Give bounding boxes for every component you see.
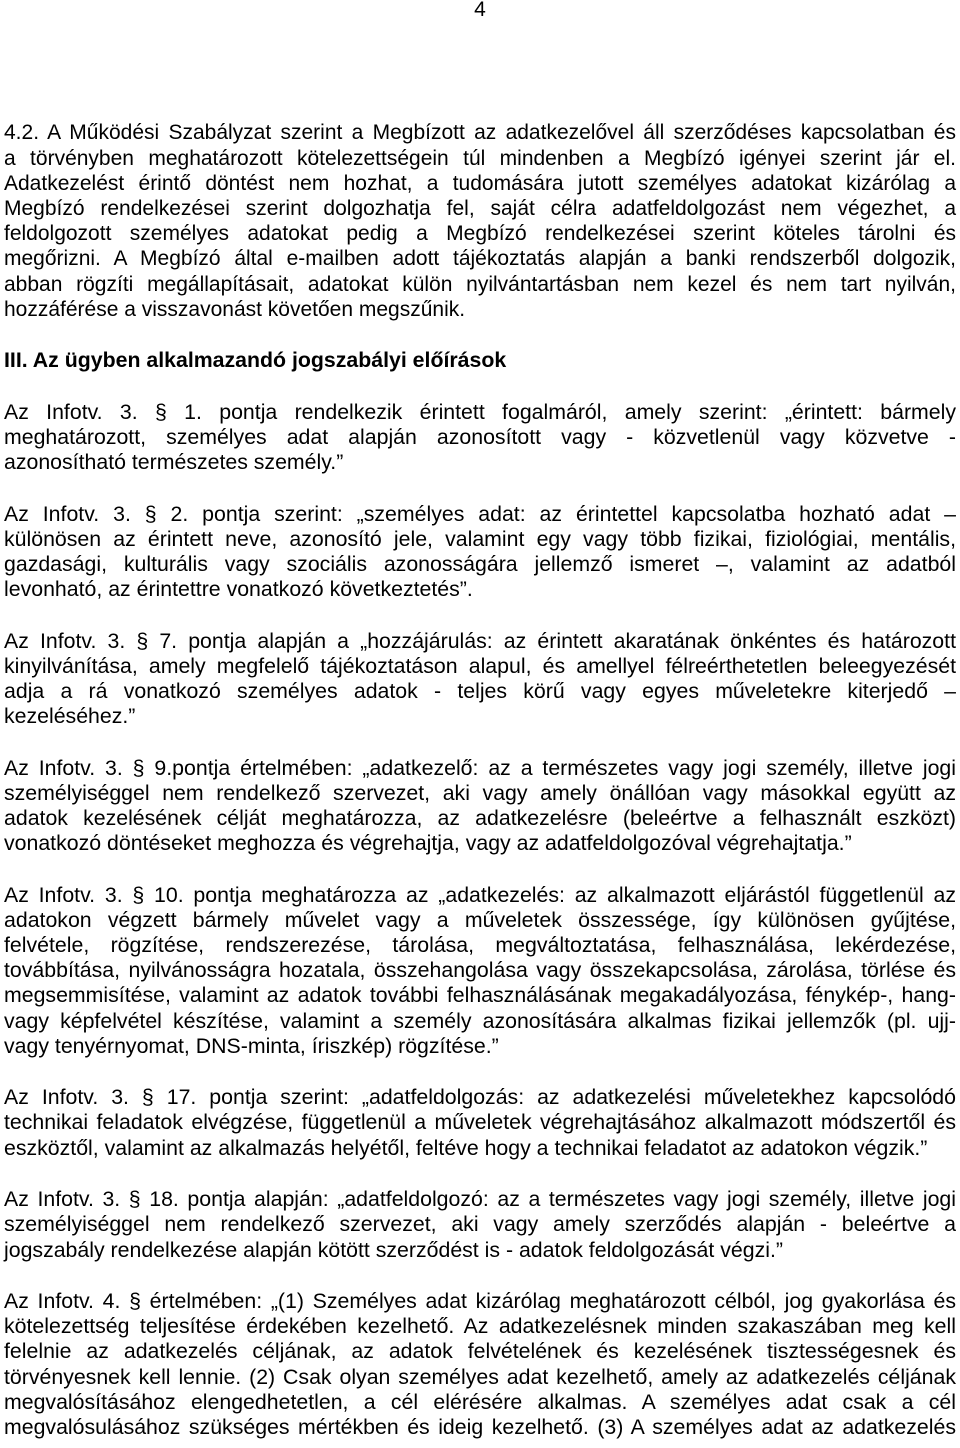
paragraph-line: felelnie az adatkezelés céljának, az adatok felvételének és kezelésének tisztességesnek és xyxy=(4,1339,956,1364)
paragraph-line: Az Infotv. 4. § értelmében: „(1) Személyes adat kizárólag meghatározott célból, jog gyakorlása és xyxy=(4,1289,956,1313)
paragraph-line: technikai feladatok elvégzése, függetlenül a műveletek végrehajtásához alkalmazott módszertől és xyxy=(4,1110,956,1135)
paragraph-line: meghatározott, személyes adat alapján azonosított vagy - közvetlenül vagy közvetve - xyxy=(4,424,956,449)
paragraph-line: kinyilvánítása, amely megfelelő tájékoztatáson alapul, és amellyel félreérthetetlen beleegyezését xyxy=(4,653,956,678)
paragraph-line: törvényesnek kell lennie. (2) Csak olyan személyes adat kezelhető, amely az adatkezelés céljának xyxy=(4,1364,956,1389)
paragraph-line: megvalósulásához szükséges mértékben és ideig kezelhető. (3) A személyes adat az adatkezelés xyxy=(4,1414,956,1439)
paragraph-line: megőrizni. A Megbízó által e-mailben adott tájékoztatás alapján a banki rendszerből dolgozik, xyxy=(4,247,956,271)
paragraph-line: Az Infotv. 3. § 9.pontja értelmében: „adatkezelő: az a természetes vagy jogi személy, illetve jogi xyxy=(4,755,956,780)
section-heading: III. Az ügyben alkalmazandó jogszabályi előírások xyxy=(4,348,507,373)
paragraph-line: Megbízó rendelkezései szerint dolgozhatja fel, saját célra adatfeldolgozást nem végezhet, a xyxy=(4,196,956,220)
page-number: 4 xyxy=(474,0,486,21)
paragraph-line: megvalósításához elengedhetetlen, a cél elérésére alkalmas. A személyes adat csak a cél xyxy=(4,1389,956,1414)
paragraph-line: továbbítása, nyilvánosságra hozatala, összehangolása vagy összekapcsolása, zárolása, törlése és xyxy=(4,958,956,983)
paragraph-line: eszköztől, valamint az alkalmazás helyétől, feltéve hogy a technikai feladatot az adatokon végzik.” xyxy=(4,1135,928,1160)
paragraph-infotv-3-7 xyxy=(4,629,956,730)
paragraph-line: Az Infotv. 3. § 17. pontja szerint: „adatfeldolgozás: az adatkezelési műveletekhez kapcsolódó xyxy=(4,1085,956,1110)
paragraph-infotv-3-10 xyxy=(4,883,956,1059)
paragraph-line: Az Infotv. 3. § 1. pontja rendelkezik érintett fogalmáról, amely szerint: „érintett: bármely xyxy=(4,399,956,424)
paragraph-line: jogszabály rendelkezése alapján kötött szerződést is - adatok feldolgozását végzi.” xyxy=(4,1237,783,1262)
paragraph-line: felvétele, rögzítése, rendszerezése, tárolása, megváltoztatása, felhasználása, lekérdezése, xyxy=(4,933,956,958)
paragraph-line: feldolgozott személyes adatokat pedig a Megbízó rendelkezései szerint köteles tárolni és xyxy=(4,222,956,246)
paragraph-line: a törvényben meghatározott kötelezettségein túl mindenben a Megbízó igényei szerint jár el. xyxy=(4,146,956,170)
paragraph-line: Az Infotv. 3. § 18. pontja alapján: „adatfeldolgozó: az a természetes vagy jogi személy, illetve jogi xyxy=(4,1187,956,1212)
paragraph-line: Adatkezelést érintő döntést nem hozhat, a tudomására jutott személyes adatokat kizárólag a xyxy=(4,171,956,195)
paragraph-line: személyiséggel nem rendelkező szervezet, aki vagy amely önállóan vagy másokkal együtt az xyxy=(4,780,956,805)
document-body xyxy=(4,120,956,1440)
paragraph-line: hozzáférése a visszavonást követően megszűnik. xyxy=(4,297,466,321)
paragraph-line: adatok kezelésének célját meghatározza, az adatkezelésre (beleértve a felhasznált eszközt) xyxy=(4,806,956,830)
paragraph-line: Az Infotv. 3. § 7. pontja alapján a „hozzájárulás: az érintett akaratának önkéntes és határozott xyxy=(4,628,956,653)
paragraph-infotv-3-9 xyxy=(4,756,956,857)
paragraph-infotv-3-2 xyxy=(4,502,956,603)
paragraph-line: adatokon végzett bármely művelet vagy a műveletek összessége, így különösen gyűjtése, xyxy=(4,907,956,932)
paragraph-line: gazdasági, kulturális vagy szociális azonosságára jellemző ismeret –, valamint az adatból xyxy=(4,551,956,576)
paragraph-infotv-3-17 xyxy=(4,1085,956,1161)
paragraph-line: megsemmisítése, valamint az adatok további felhasználásának megakadályozása, fénykép-, hang- xyxy=(4,983,956,1008)
paragraph-section-4-2 xyxy=(4,120,956,322)
paragraph-infotv-3-18 xyxy=(4,1187,956,1263)
paragraph-line: adja a rá vonatkozó személyes adatok - teljes körű vagy egyes műveletekre kiterjedő – xyxy=(4,678,956,703)
paragraph-line: vonatkozó döntéseket meghozza és végrehajtja, vagy az adatfeldolgozóval végrehajtatja.” xyxy=(4,831,852,856)
paragraph-line: vagy tenyérnyomat, DNS-minta, íriszkép) rögzítése.” xyxy=(4,1033,499,1058)
paragraph-line: Az Infotv. 3. § 2. pontja szerint: „személyes adat: az érintettel kapcsolatba hozható adat – xyxy=(4,501,956,526)
paragraph-line: vagy képfelvétel készítése, valamint a személy azonosítására alkalmas fizikai jellemzők (pl. ujj- xyxy=(4,1008,956,1033)
paragraph-line: különösen az érintett neve, azonosító jele, valamint egy vagy több fizikai, fiziológiai, mentális, xyxy=(4,526,956,551)
paragraph-infotv-3-1 xyxy=(4,400,956,476)
paragraph-line: Az Infotv. 3. § 10. pontja meghatározza az „adatkezelés: az alkalmazott eljárástól függetlenül az xyxy=(4,882,956,907)
paragraph-line: kezeléséhez.” xyxy=(4,704,136,729)
paragraph-line: 4.2. A Működési Szabályzat szerint a Megbízott az adatkezelővel áll szerződéses kapcsolatban és xyxy=(4,121,956,145)
paragraph-line: személyiséggel nem rendelkező szervezet, aki vagy amely szerződés alapján - beleértve a xyxy=(4,1212,956,1237)
paragraph-line: abban rögzíti megállapításait, adatokat külön nyilvántartásban nem kezel és nem tart nyilván, xyxy=(4,272,956,296)
paragraph-infotv-4 xyxy=(4,1289,956,1440)
paragraph-line: kötelezettség teljesítése érdekében kezelhető. Az adatkezelésnek minden szakaszában meg kell xyxy=(4,1314,956,1339)
paragraph-line: azonosítható természetes személy.” xyxy=(4,450,344,475)
paragraph-line: levonható, az érintettre vonatkozó következtetés”. xyxy=(4,577,473,602)
